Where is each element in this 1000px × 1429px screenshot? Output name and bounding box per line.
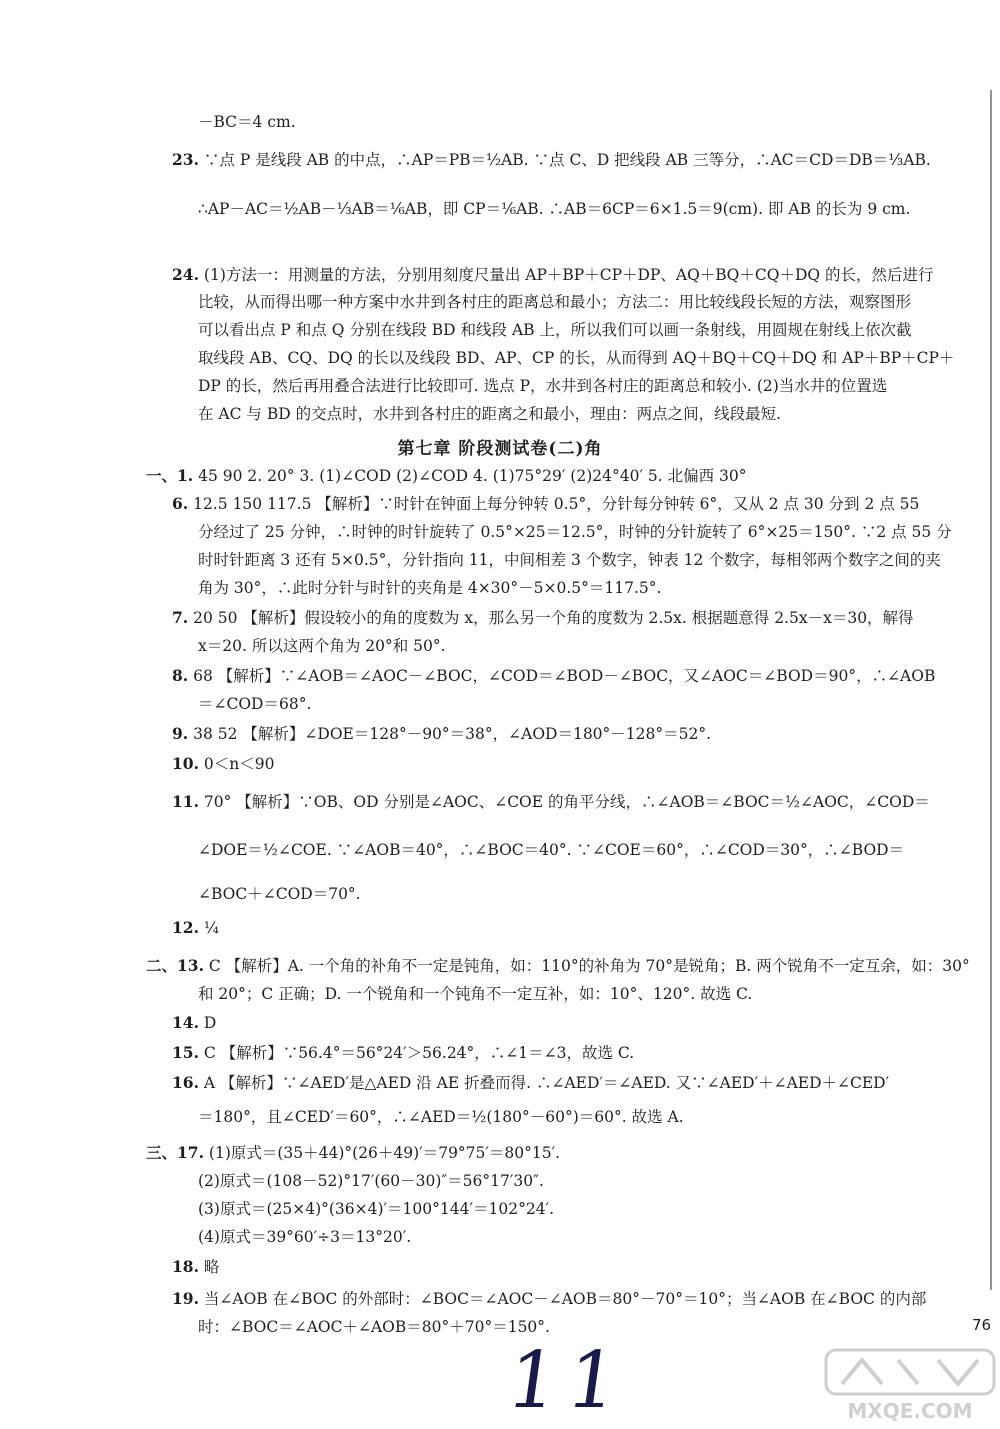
text-line: 角为 30°，∴此时分针与时针的夹角是 4×30°－5×0.5°＝117.5°. [198,579,662,597]
text-line: －BC＝4 cm. [198,113,296,131]
watermark-logo [822,1346,998,1424]
text-line: 6. 12.5 150 117.5 【解析】∵时针在钟面上每分钟转 0.5°，分针每分钟转 6°，又从 2 点 30 分到 2 点 55 [172,494,920,513]
page-number: 76 [972,1316,992,1334]
text-line: 时：∠BOC＝∠AOC＋∠AOB＝80°＋70°＝150°. [198,1318,550,1336]
text-line: 23. ∵点 P 是线段 AB 的中点，∴AP＝PB＝½AB. ∵点 C、D 把线段 AB 三等分，∴AC＝CD＝DB＝⅓AB. [172,150,931,169]
text-line: 在 AC 与 BD 的交点时，水井到各村庄的距离之和最小，理由：两点之间，线段最短. [198,405,782,423]
text-line: DP 的长，然后再用叠合法进行比较即可. 选点 P，水井到各村庄的距离总和较小. (2)当水井的位置选 [198,377,888,395]
text-line: 16. A 【解析】∵∠AED′是△AED 沿 AE 折叠而得. ∴∠AED′＝∠AED. 又∵∠AED′＋∠AED＋∠CED′ [172,1073,890,1092]
text-line: 19. 当∠AOB 在∠BOC 的外部时：∠BOC＝∠AOC－∠AOB＝80°－70°＝10°；当∠AOB 在∠BOC 的内部 [172,1289,927,1308]
text-line: 可以看出点 P 和点 Q 分别在线段 BD 和线段 AB 上，所以我们可以画一条射线，用圆规在射线上依次截 [198,321,912,339]
handwritten-mark: 11 [501,1336,634,1426]
section-title: 第七章 阶段测试卷(二)角 [397,439,603,459]
text-line: 取线段 AB、CQ、DQ 的长以及线段 BD、AP、CP 的长，从而得到 AQ＋BQ＋CQ＋DQ 和 AP＋BP＋CP＋ [198,349,955,367]
text-line: ＝180°，且∠CED′＝60°，∴∠AED＝½(180°－60°)＝60°. 故选 A. [198,1108,684,1126]
text-line: (3)原式＝(25×4)°(36×4)′＝100°144′＝102°24′. [198,1200,555,1218]
text-line: 时时针距离 3 还有 5×0.5°，分针指向 11，中间相差 3 个数字，钟表 12 个数字，每相邻两个数字之间的夹 [198,551,941,569]
text-line: 14. D [172,1013,217,1032]
text-line: 8. 68 【解析】∵∠AOB＝∠AOC－∠BOC，∠COD＝∠BOD－∠BOC，又∠AOC＝∠BOD＝90°，∴∠AOB [172,666,936,685]
text-line: (4)原式＝39°60′÷3＝13°20′. [198,1228,412,1246]
text-line: 分经过了 25 分钟，∴时钟的时针旋转了 0.5°×25＝12.5°，时钟的分针旋转了 6°×25＝150°. ∵2 点 55 分 [198,523,952,541]
text-line: 比较，从而得出哪一种方案中水井到各村庄的距离总和最小；方法二：用比较线段长短的方法，观察图形 [198,293,912,311]
text-line: 9. 38 52 【解析】∠DOE＝128°－90°＝38°，∠AOD＝180°－128°＝52°. [172,724,712,743]
text-line: 18. 略 [172,1257,220,1276]
text-line: 24. (1)方法一：用测量的方法，分别用刻度尺量出 AP＋BP＋CP＋DP、AQ＋BQ＋CQ＋DQ 的长，然后进行 [172,265,934,284]
text-line: 7. 20 50 【解析】假设较小的角的度数为 x，那么另一个角的度数为 2.5x. 根据题意得 2.5x－x＝30，解得 [172,608,914,627]
text-line: ∠BOC＋∠COD＝70°. [198,885,361,903]
text-line: 12. ¼ [172,918,219,937]
text-line: 三、17. (1)原式＝(35＋44)°(26＋49)′＝79°75′＝80°15′. [146,1143,561,1162]
text-line: 二、13. C 【解析】A. 一个角的补角不一定是钝角，如：110°的补角为 70°是锐角；B. 两个锐角不一定互余，如：30° [146,956,970,975]
text-line: 一、1. 45 90 2. 20° 3. (1)∠COD (2)∠COD 4. (1)75°29′ (2)24°40′ 5. 北偏西 30° [146,466,747,485]
text-line: 11. 70° 【解析】∵OB、OD 分别是∠AOC、∠COE 的角平分线，∴∠AOB＝∠BOC＝½∠AOC，∠COD＝ [172,792,930,811]
text-line: ∴AP－AC＝½AB－⅓AB＝⅙AB，即 CP＝⅙AB. ∴AB＝6CP＝6×1.5＝9(cm). 即 AB 的长为 9 cm. [198,200,911,218]
text-line: (2)原式＝(108－52)°17′(60－30)″＝56°17′30″. [198,1172,544,1190]
text-line: 和 20°；C 正确；D. 一个锐角和一个钝角不一定互补，如：10°、120°. 故选 C. [198,985,753,1003]
text-line: ＝∠COD＝68°. [198,695,312,713]
text-line: 15. C 【解析】∵56.4°＝56°24′＞56.24°，∴∠1＝∠3，故选 C. [172,1043,635,1062]
text-line: x＝20. 所以这两个角为 20°和 50°. [198,637,446,655]
text-line: ∠DOE＝½∠COE. ∵∠AOB＝40°，∴∠BOC＝40°. ∵∠COE＝60°，∴∠COD＝30°，∴∠BOD＝ [198,841,905,859]
watermark-text: MXQE.COM [847,1399,973,1423]
text-line: 10. 0＜n＜90 [172,754,275,773]
page-edge-rule [990,90,992,1290]
